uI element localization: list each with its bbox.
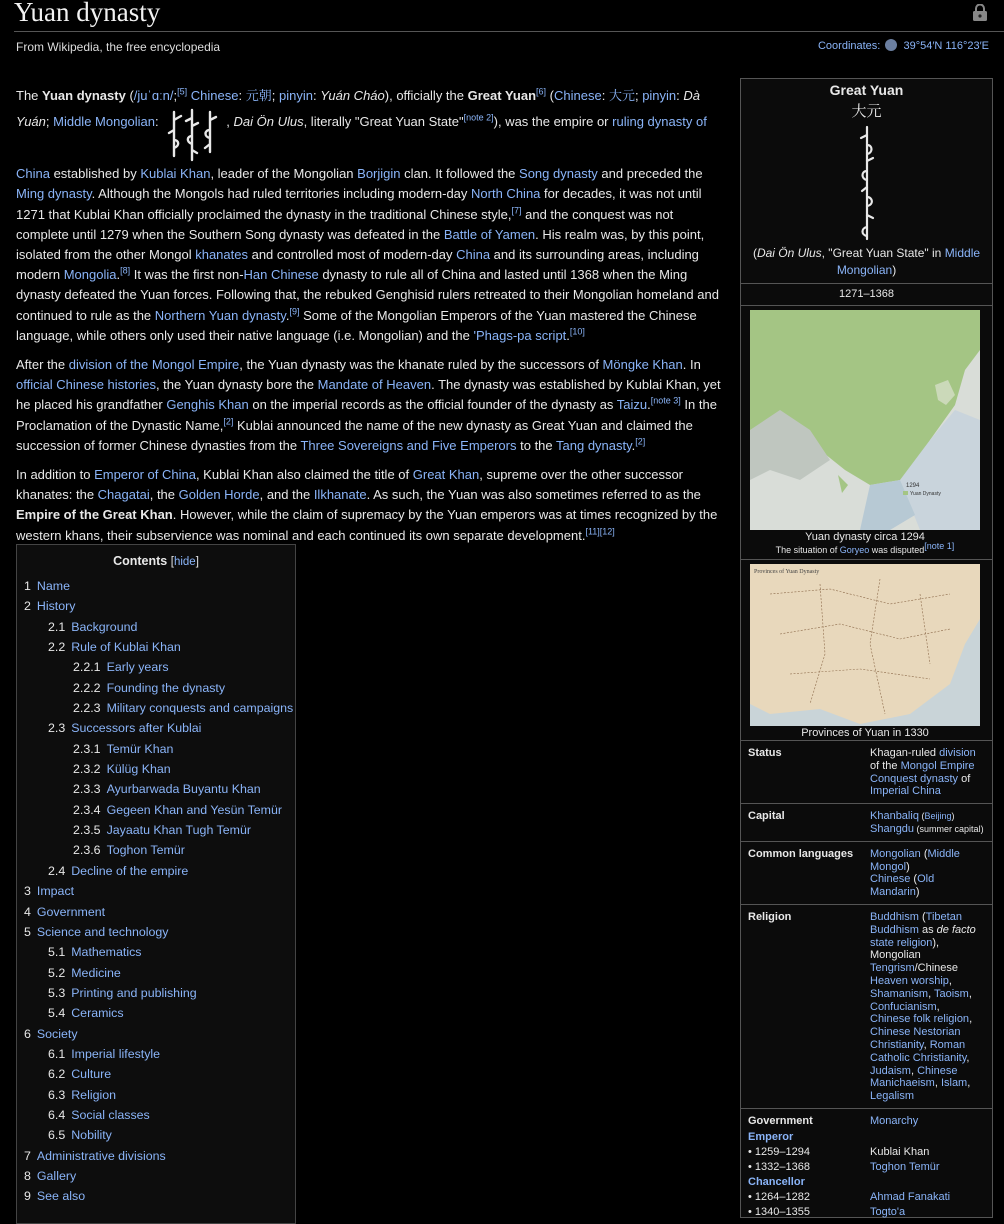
toc-item-number: 5.3 (48, 985, 66, 1000)
ahmad-fanakati-link[interactable]: Ahmad Fanakati (870, 1190, 951, 1203)
three-sovereigns-link[interactable]: Three Sovereigns and Five Emperors (300, 437, 517, 453)
chinese-language-link[interactable]: Chinese (870, 873, 911, 886)
manichaeism-link[interactable]: Chinese Manichaeism (870, 1064, 958, 1090)
infobox-emperor-row: • 1332–1368 Toghon Temür (748, 1160, 940, 1173)
toc-item-number: 6 (24, 1026, 31, 1041)
toc-item-link[interactable]: Successors after Kublai (71, 721, 202, 736)
beijing-link[interactable]: Beijing (924, 811, 952, 822)
toc-item[interactable] (17, 657, 295, 677)
great-khan-link[interactable]: Great Khan (412, 467, 480, 483)
toc-item[interactable] (17, 800, 295, 820)
toc-item-link[interactable]: Name (36, 579, 70, 593)
map-1294-subcaption: The situation of Goryeo was disputed[note 1] (775, 541, 955, 555)
toc-item-link[interactable]: See also (36, 1189, 86, 1204)
toc-item-number: 2.3.3 (73, 782, 101, 797)
lead-paragraph-1: The Yuan dynasty (/juˈɑːn/;[5] Chinese: 元朝; pinyin: Yuán Cháo), officially the Great Yuan[6] (Chinese: 大元; pinyin: Dà Yuán; Middle Mongolian: , Dai Ön Ulus, literally "Great Yuan State"[note 2]), was the empire or ruling dynasty of China established by Kublai Khan, leader of the Mongolian Borjigin clan. It followed the Song dynasty and preceded the Ming dynasty. Although the Mongols had ruled territories including modern-day North China for decades, it was not until 1271 that Kublai Khan officially proclaimed the dynasty in the traditional Chinese style,[7] and the conquest was not complete until 1279 when the Southern Song dynasty was defeated in the Battle of Yamen. His realm was, by this point, isolated from the other Mongol khanates and controlled most of modern-day China and its surrounding areas, including modern Mongolia.[8] It was the first non-Han Chinese dynasty to rule all of China and lasted until 1368 when the Ming dynasty defeated the Yuan forces. Following that, the rebuked Genghisid rulers retreated to their Mongolian homeland and continued to rule as the Northern Yuan dynasty.[9] Some of the Mongolian Emperors of the Yuan mastered the Chinese language, while others only used their native language (i.e. Mongolian) and the 'Phags-pa script.[10] (16, 86, 719, 343)
toc-item[interactable] (17, 1186, 295, 1206)
toc-item-link[interactable]: Religion (71, 1087, 117, 1102)
note-link[interactable]: [note 1] (924, 541, 955, 551)
toc-item-link[interactable]: Government (36, 904, 106, 919)
infobox-emperor-row: • 1259–1294 Kublai Khan (748, 1145, 930, 1158)
tibetan-buddhism-link[interactable]: Tibetan Buddhism (870, 910, 962, 936)
toc-item-number: 6.1 (48, 1046, 66, 1061)
toc-item-number: 6.4 (48, 1107, 66, 1122)
toc-item-link[interactable]: Gallery (36, 1168, 77, 1183)
toc-item-link[interactable]: Ceramics (71, 1006, 124, 1021)
map-1330-figure (750, 564, 980, 740)
toc-item-number: 6.3 (48, 1087, 66, 1102)
toc-item-link[interactable]: Society (36, 1026, 78, 1041)
toc-item[interactable] (17, 1166, 295, 1186)
kublai-khan-link[interactable]: Kublai Khan (140, 166, 211, 182)
middle-mongol-link[interactable]: Middle Mongol (870, 847, 960, 873)
division-link[interactable]: division of the Mongol Empire (68, 357, 240, 373)
toc-item-number: 9 (24, 1189, 31, 1204)
heaven-worship-link[interactable]: Heaven worship (870, 974, 949, 987)
toc-item-link[interactable]: Nobility (71, 1128, 112, 1143)
ref-link[interactable]: [6] (536, 86, 547, 97)
infobox-native-name: (Dai Ön Ulus, "Great Yuan State" in Middle Mongolian) (752, 246, 981, 277)
page-title: Yuan dynasty (14, 0, 161, 27)
toc-item[interactable] (17, 1085, 295, 1105)
toc-item-number: 2.3.2 (73, 762, 101, 777)
toc-item-number: 3 (24, 884, 31, 899)
toc-item-number: 2.3.6 (73, 843, 101, 858)
toc-item[interactable] (17, 698, 295, 718)
division-link[interactable]: division (939, 747, 976, 759)
khanbaliq-link[interactable]: Khanbaliq (870, 810, 919, 823)
infobox-row-government: Government Monarchy (741, 1108, 992, 1130)
table-of-contents (16, 544, 296, 1224)
toc-item-number: 2.3 (48, 721, 66, 736)
golden-horde-link[interactable]: Golden Horde (178, 487, 260, 503)
toc-item[interactable] (17, 840, 295, 860)
coordinates (818, 39, 989, 52)
toc-item[interactable] (17, 1064, 295, 1084)
infobox-row-capital: Capital Khanbaliq (Beijing) Shangdu (summer capital) (741, 803, 992, 841)
toc-item-link[interactable]: Administrative divisions (36, 1148, 166, 1163)
toc-item-number: 2.2.3 (73, 701, 101, 716)
mongke-khan-link[interactable]: Möngke Khan (602, 357, 683, 373)
phags-pa-link[interactable]: 'Phags-pa script (473, 327, 567, 343)
toc-item-number: 2.2.2 (73, 680, 101, 695)
title-divider (14, 31, 1004, 32)
toc-item-number: 2.3.1 (73, 741, 101, 756)
legalism-link[interactable]: Legalism (870, 1090, 915, 1103)
ref-link[interactable]: [12] (599, 526, 615, 537)
toc-item-number: 5.1 (48, 945, 66, 960)
ref-link[interactable]: [5] (177, 86, 188, 97)
conquest-dynasty-link[interactable]: Conquest dynasty (870, 772, 959, 785)
toc-item[interactable] (17, 739, 295, 759)
toc-item-link[interactable]: Rule of Kublai Khan (71, 640, 181, 655)
toc-item-link[interactable]: Toghon Temür (106, 843, 185, 858)
pinyin-link[interactable]: pinyin (642, 88, 677, 103)
note-link[interactable]: [note 2] (463, 112, 494, 123)
toc-item-link[interactable]: Temür Khan (106, 741, 174, 756)
mongolian-script-image (166, 106, 222, 164)
toc-item-number: 2 (24, 599, 31, 614)
mongolia-link[interactable]: Mongolia (63, 267, 117, 283)
globe-icon[interactable] (885, 39, 897, 51)
toc-item-link[interactable]: Decline of the empire (71, 863, 189, 878)
infobox-chancellor-heading (741, 1175, 992, 1190)
togtoa-link[interactable]: Togto'a (870, 1205, 906, 1218)
map-1294-legend-label: Yuan Dynasty (910, 491, 941, 497)
toc-hide-button[interactable]: hide (173, 556, 196, 568)
ming-dynasty-link[interactable]: Ming dynasty (16, 186, 92, 202)
mongolian-link[interactable]: Mongolian (870, 847, 921, 860)
toc-item[interactable] (17, 718, 295, 738)
taoism-link[interactable]: Taoism (934, 987, 969, 1000)
toc-item-link[interactable]: Military conquests and campaigns (106, 701, 294, 716)
toc-item-link[interactable]: Social classes (71, 1107, 150, 1122)
chagatai-link[interactable]: Chagatai (97, 487, 150, 503)
mongol-empire-link[interactable]: Mongol Empire (900, 759, 975, 772)
lead-paragraph-2: After the division of the Mongol Empire, the Yuan dynasty was the khanate ruled by the successors of Möngke Khan. In official Chinese histories, the Yuan dynasty bore the Mandate of Heaven. The dynasty was established by Kublai Khan, yet he placed his grandfather Genghis Khan on the imperial records as the official founder of the dynasty as Taizu.[note 3] In the Proclamation of the Dynastic Name,[2] Kublai announced the name of the new dynasty as Great Yuan and claimed the succession of former Chinese dynasties from the Three Sovereigns and Five Emperors to the Tang dynasty.[2] (16, 357, 721, 453)
toc-item[interactable] (17, 942, 295, 962)
folk-religion-link[interactable]: Chinese folk religion (870, 1013, 970, 1026)
lead-paragraph-3: In addition to Emperor of China, Kublai Khan also claimed the title of Great Khan, supreme over the other successor khanates: the Chagatai, the Golden Horde, and the Ilkhanate. As such, the Yuan was also sometimes referred to as the Empire of the Great Khan. However, while the claim of supremacy by the Yuan emperors was at times recognized by the western khans, their subservience was nominal and each continued its own separate development.[11][12] (16, 467, 718, 543)
toc-item-link[interactable]: Early years (106, 660, 169, 675)
toc-item[interactable] (17, 637, 295, 657)
chinese-link[interactable]: Chinese (190, 88, 239, 103)
toc-item-link[interactable]: Medicine (71, 965, 121, 980)
toc-item-link[interactable]: Founding the dynasty (106, 680, 226, 695)
lock-icon[interactable] (972, 4, 988, 22)
toc-item[interactable] (17, 779, 295, 799)
yuanchao-link[interactable]: 元朝 (245, 88, 272, 103)
map-1294-image[interactable] (750, 310, 980, 530)
toc-item[interactable] (17, 617, 295, 637)
toc-item-number: 2.1 (48, 619, 66, 634)
infobox-years: 1271–1368 (838, 288, 895, 300)
islam-link[interactable]: Islam (940, 1077, 968, 1090)
toc-item-number: 2.2.1 (73, 660, 101, 675)
infobox-emperor-heading (741, 1130, 992, 1145)
toc-item-number: 2.3.4 (73, 802, 101, 817)
ilkhanate-link[interactable]: Ilkhanate (313, 487, 367, 503)
infobox-chancellor-row: • 1264–1282 Ahmad Fanakati (748, 1190, 951, 1203)
roman-catholic-link[interactable]: Roman Catholic Christianity (870, 1038, 967, 1064)
tengrism-link[interactable]: Tengrism (870, 962, 915, 975)
ref-link[interactable]: [8] (120, 265, 131, 276)
khanates-link[interactable]: khanates (195, 247, 248, 263)
ref-link[interactable]: [11] (585, 526, 600, 537)
borjigin-link[interactable]: Borjigin (357, 166, 401, 182)
tang-dynasty-link[interactable]: Tang dynasty (556, 437, 632, 453)
toc-item-link[interactable]: Imperial lifestyle (71, 1046, 161, 1061)
middle-mongolian-link[interactable]: Middle Mongolian (836, 246, 981, 277)
monarchy-link[interactable]: Monarchy (870, 1114, 919, 1127)
ipa-link[interactable]: /juˈɑːn/ (133, 88, 174, 103)
toc-item[interactable] (17, 596, 295, 616)
toc-item-number: 5 (24, 924, 31, 939)
chancellor-link[interactable]: Chancellor (748, 1175, 805, 1188)
toc-item[interactable] (17, 902, 295, 922)
toc-item[interactable] (17, 576, 295, 596)
toc-item-link[interactable]: Külüg Khan (106, 762, 171, 777)
article-body (16, 86, 724, 555)
toc-item-number: 2.3.5 (73, 823, 101, 838)
north-china-link[interactable]: North China (471, 186, 541, 202)
ref-link[interactable]: [2] (223, 416, 234, 427)
toc-item-link[interactable]: Culture (71, 1067, 112, 1082)
toc-item[interactable] (17, 861, 295, 881)
coordinates-label: Coordinates: (817, 40, 881, 52)
china-link[interactable]: China (456, 247, 491, 263)
han-chinese-link[interactable]: Han Chinese (243, 267, 319, 283)
note-link[interactable]: [note 3] (650, 396, 681, 407)
infobox-title: Great Yuan (829, 82, 904, 98)
toc-item[interactable] (17, 678, 295, 698)
chinese-link[interactable]: Chinese (554, 88, 602, 103)
mongolian-script-vertical-image (852, 123, 882, 243)
imperial-china-link[interactable]: Imperial China (870, 785, 941, 798)
toc-item[interactable] (17, 1105, 295, 1125)
map-1330-caption: Provinces of Yuan in 1330 (801, 727, 929, 739)
toc-item[interactable] (17, 759, 295, 779)
infobox-row-status: Status Khagan-ruled division of the Mongol Empire Conquest dynasty of Imperial China (741, 740, 992, 803)
toc-item[interactable] (17, 963, 295, 983)
toc-item[interactable] (17, 820, 295, 840)
emperor-link[interactable]: Emperor (748, 1130, 794, 1143)
toc-item-link[interactable]: Science and technology (36, 924, 169, 939)
toc-list (17, 576, 295, 1207)
infobox-row-religion: Religion Buddhism (Tibetan Buddhism as de facto state religion), Mongolian Tengrism/Chinese Heaven worship, Shamanism, Taoism, Confucianism, Chinese folk religion, Chinese Nestorian Christianity, Roman Catholic Christianity, Judaism, Chinese Manichaeism, Islam, Legalism (741, 904, 992, 1108)
toc-item[interactable] (17, 1003, 295, 1023)
toc-item[interactable] (17, 922, 295, 942)
toc-item[interactable] (17, 1146, 295, 1166)
toc-item[interactable] (17, 881, 295, 901)
toc-item-link[interactable]: Printing and publishing (71, 985, 197, 1000)
toc-item[interactable] (17, 1125, 295, 1145)
map-1294-caption: Yuan dynasty circa 1294 (805, 531, 925, 543)
confucianism-link[interactable]: Confucianism (870, 1000, 937, 1013)
ref-link[interactable]: [10] (569, 326, 585, 337)
buddhism-link[interactable]: Buddhism (870, 910, 919, 923)
mandate-of-heaven-link[interactable]: Mandate of Heaven (317, 377, 432, 393)
nestorian-link[interactable]: Chinese Nestorian Christianity (870, 1026, 961, 1051)
toc-item-link[interactable]: Ayurbarwada Buyantu Khan (106, 782, 261, 797)
judaism-link[interactable]: Judaism (870, 1064, 911, 1077)
toc-item-number: 6.2 (48, 1067, 66, 1082)
toc-item-link[interactable]: History (36, 599, 76, 614)
emperor-of-china-link[interactable]: Emperor of China (94, 467, 196, 483)
infobox-chinese-name: 大元 (851, 103, 882, 120)
dayuan-link[interactable]: 大元 (608, 88, 635, 103)
shamanism-link[interactable]: Shamanism (870, 987, 929, 1000)
infobox-chancellor-row: • 1340–1355 Togto'a (748, 1205, 906, 1218)
map-1330-inset-title: Provinces of Yuan Dynasty (754, 569, 820, 575)
map-1294-year-label: 1294 (906, 483, 920, 489)
shangdu-link[interactable]: Shangdu (870, 822, 915, 835)
map-1294-figure (750, 310, 980, 556)
toc-item-number: 6.5 (48, 1128, 66, 1143)
toc-item-number: 5.2 (48, 965, 66, 980)
infobox-row-languages: Common languages Mongolian (Middle Mongol) Chinese (Old Mandarin) (741, 841, 992, 904)
infobox (740, 78, 993, 1218)
toc-item-number: 2.4 (48, 863, 66, 878)
ref-link[interactable]: [9] (289, 306, 300, 317)
northern-yuan-link[interactable]: Northern Yuan dynasty (154, 307, 286, 323)
toc-item-number: 8 (24, 1168, 31, 1183)
ref-link[interactable]: [2] (635, 436, 646, 447)
ruling-dynasty-link[interactable]: ruling dynasty of China (16, 114, 707, 182)
toc-item-link[interactable]: Jayaatu Khan Tugh Temür (106, 823, 251, 838)
toc-item-number: 1 (24, 579, 31, 593)
battle-of-yamen-link[interactable]: Battle of Yamen (443, 226, 536, 242)
toghon-temur-link[interactable]: Toghon Temür (870, 1160, 940, 1173)
toc-item-number: 2.2 (48, 640, 66, 655)
old-mandarin-link[interactable]: Old Mandarin (870, 873, 935, 899)
toc-item[interactable] (17, 983, 295, 1003)
toc-item-number: 7 (24, 1148, 31, 1163)
toc-item-link[interactable]: Mathematics (71, 945, 142, 960)
toc-item-number: 4 (24, 904, 31, 919)
toc-item[interactable] (17, 1024, 295, 1044)
genghis-khan-link[interactable]: Genghis Khan (166, 397, 249, 413)
pinyin-link[interactable]: pinyin (278, 88, 313, 103)
song-dynasty-link[interactable]: Song dynasty (519, 166, 598, 182)
middle-mongolian-link[interactable]: Middle Mongolian (53, 114, 156, 130)
toc-heading: Contents [hide] (113, 554, 199, 568)
ref-link[interactable]: [7] (511, 205, 522, 216)
taizu-link[interactable]: Taizu (616, 397, 648, 413)
toc-item-number: 5.4 (48, 1006, 66, 1021)
state-religion-link[interactable]: state religion (870, 936, 933, 949)
goryeo-link[interactable]: Goryeo (839, 545, 870, 555)
toc-item-link[interactable]: Gegeen Khan and Yesün Temür (106, 802, 283, 817)
toc-item[interactable] (17, 1044, 295, 1064)
coordinates-link[interactable]: 39°54′N 116°23′E (903, 40, 989, 52)
tagline: From Wikipedia, the free encyclopedia (16, 40, 221, 54)
official-histories-link[interactable]: official Chinese histories (16, 377, 156, 393)
toc-item-link[interactable]: Impact (36, 884, 75, 899)
map-1330-image[interactable] (750, 564, 980, 726)
toc-item-link[interactable]: Background (71, 619, 138, 634)
